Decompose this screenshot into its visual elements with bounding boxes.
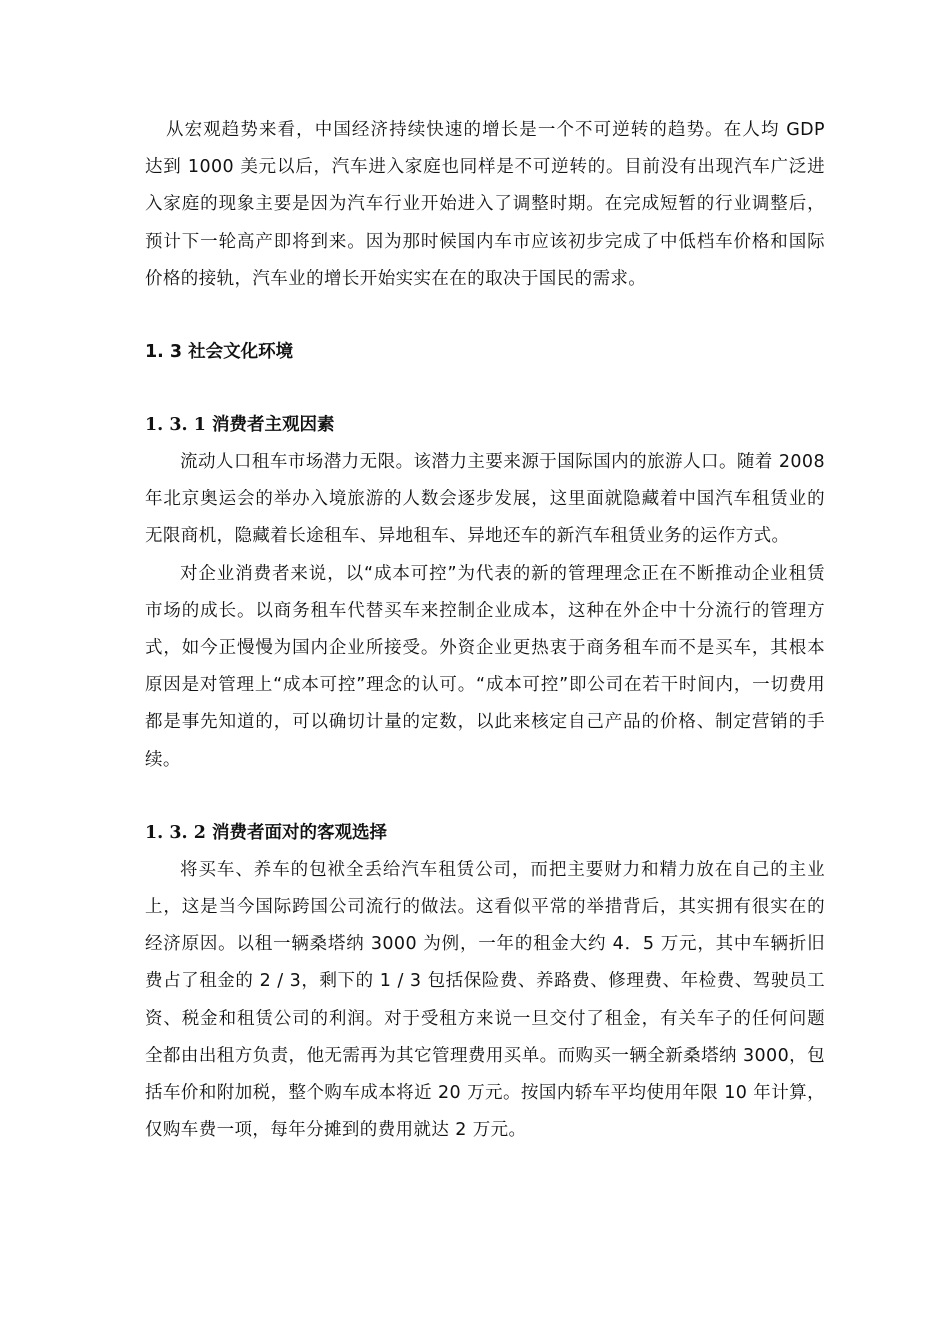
paragraph-rental-economics: 将买车、养车的包袱全丢给汽车租赁公司，而把主要财力和精力放在自己的主业上，这是当今国际跨国公司流行的做法。这看似平常的举措背后，其实拥有很实在的经济原因。以租一辆桑塔纳 3000 为例，一年的租金大约 4．5 万元，其中车辆折旧费占了租金的 2 / 3，剩下的 1 / 3 包括保险费、养路费、修理费、年检费、驾驶员工资、税金和租赁公司的利润。对于受租方来说一旦交付了租金，有关车子的任何问题全都由出租方负责，他无需再为其它管理费用买单。而购买一辆全新桑塔纳 3000，包括车价和附加税，整个购车成本将近 20 万元。按国内轿车平均使用年限 10 年计算，仅购车费一项，每年分摊到的费用就达 2 万元。 [145, 859, 825, 1141]
paragraph-floating-population: 流动人口租车市场潜力无限。该潜力主要来源于国际国内的旅游人口。随着 2008 年北京奥运会的举办入境旅游的人数会逐步发展，这里面就隐藏着中国汽车租赁业的无限商机，隐藏着长途租车、异地租车、异地还车的新汽车租赁业务的运作方式。 [145, 452, 825, 547]
subsection-heading-consumer-subjective: 1. 3. 1 消费者主观因素 [145, 415, 335, 436]
section-heading-social-culture: 1. 3 社会文化环境 [145, 342, 294, 363]
paragraph-cost-control: 对企业消费者来说，以“成本可控”为代表的新的管理理念正在不断推动企业租赁市场的成长。以商务租车代替买车来控制企业成本，这种在外企中十分流行的管理方式，如今正慢慢为国内企业所接受。外资企业更热衷于商务租车而不是买车，其根本原因是对管理上“成本可控”理念的认可。“成本可控”即公司在若干时间内，一切费用都是事先知道的，可以确切计量的定数，以此来核定自己产品的价格、制定营销的手续。 [145, 563, 825, 770]
subsection-heading-consumer-objective: 1. 3. 2 消费者面对的客观选择 [145, 822, 387, 843]
paragraph-macro-trend: 从宏观趋势来看，中国经济持续快速的增长是一个不可逆转的趋势。在人均 GDP 达到 1000 美元以后，汽车进入家庭也同样是不可逆转的。目前没有出现汽车广泛进入家庭的现象主要是因为汽车行业开始进入了调整时期。在完成短暂的行业调整后，预计下一轮高产即将到来。因为那时候国内车市应该初步完成了中低档车价格和国际价格的接轨，汽车业的增长开始实实在在的取决于国民的需求。 [145, 120, 825, 289]
document-page [145, 112, 825, 1149]
